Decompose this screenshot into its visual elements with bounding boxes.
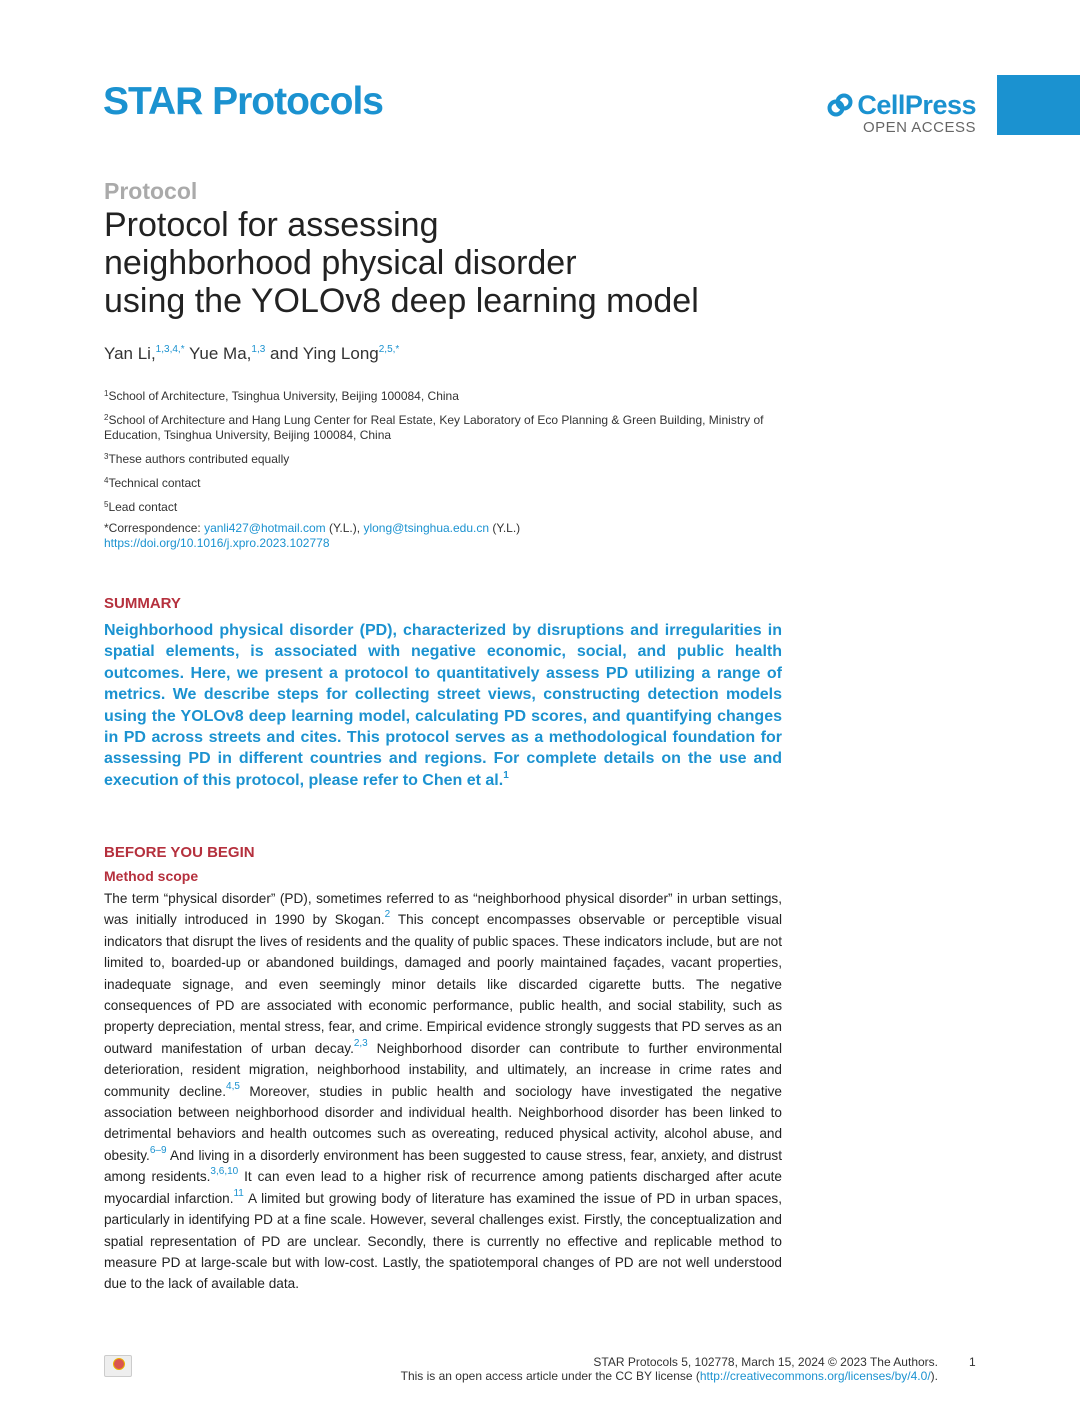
affiliation: $^4$Technical contact: [104, 476, 201, 490]
author-list: [104, 344, 399, 364]
cellpress-logo: [827, 90, 976, 136]
citation-ref[interactable]: 6–9: [149, 1144, 167, 1156]
journal-title: STAR Protocols: [103, 80, 383, 123]
email-link[interactable]: yanli427@hotmail.com: [204, 521, 326, 535]
citation-ref[interactable]: 11: [233, 1187, 244, 1199]
email-link[interactable]: ylong@tsinghua.edu.cn: [363, 521, 490, 535]
citation-ref[interactable]: 2,3: [353, 1037, 368, 1049]
citation-ref[interactable]: 3,6,10: [210, 1166, 239, 1178]
title-line: using the YOLOv8 deep learning model: [104, 282, 699, 320]
citation-ref[interactable]: 1: [503, 769, 509, 781]
article-type-label: Protocol: [104, 178, 198, 204]
title-line: neighborhood physical disorder: [104, 244, 577, 282]
author-name[interactable]: Yue Ma,: [189, 344, 252, 363]
citation-line: STAR Protocols 5, 102778, March 15, 2024 © 2023 The Authors.: [593, 1355, 938, 1369]
corner-color-bar: [997, 75, 1080, 135]
author-affil-ref[interactable]: 1,3,4,*: [155, 344, 185, 355]
affiliation: $^1$School of Architecture, Tsinghua University, Beijing 100084, China: [104, 389, 459, 403]
page-footer: [401, 1355, 938, 1383]
doi-link[interactable]: https://doi.org/10.1016/j.xpro.2023.102778: [104, 536, 330, 550]
affiliations: [104, 386, 794, 551]
summary-text: Neighborhood physical disorder (PD), characterized by disruptions and irregularities in spatial elements, is associated with negative economic, social, and public health outcomes. Here, we present a protocol to quantitatively assess PD utilizing a range of metrics. We describe steps for collecting street views, constructing detection models using the YOLOv8 deep learning model, calculating PD scores, and quantifying changes in PD across streets and cites. This protocol serves as a methodological foundation for assessing PD in different countries and regions. For complete details on the use and execution of this protocol, please refer to Chen et al.$^1$: [104, 622, 782, 789]
cellpress-mark-icon: [827, 93, 853, 119]
author-name[interactable]: Yan Li,: [104, 344, 156, 363]
page-number: 1: [969, 1355, 976, 1369]
license-line: This is an open access article under the CC BY license (http://creativecommons.org/licenses/by/4.0/).: [400, 1369, 938, 1383]
before-you-begin-heading: BEFORE YOU BEGIN: [104, 844, 255, 861]
article-title: [104, 206, 804, 320]
check-for-updates-icon[interactable]: [104, 1355, 132, 1377]
method-scope-heading: Method scope: [104, 868, 199, 884]
author-affil-ref[interactable]: 1,3: [251, 344, 266, 355]
correspondence: *Correspondence: yanli427@hotmail.com (Y.L.), ylong@tsinghua.edu.cn (Y.L.) https://doi.org/10.1016/j.xpro.2023.102778: [104, 521, 521, 550]
affiliation: $^5$Lead contact: [104, 500, 178, 514]
citation-ref[interactable]: 4,5: [226, 1080, 240, 1092]
title-line: Protocol for assessing: [104, 206, 439, 244]
publisher-name: CellPress: [857, 90, 976, 120]
license-link[interactable]: http://creativecommons.org/licenses/by/4.0/: [699, 1369, 931, 1383]
author-name[interactable]: and Ying Long: [270, 344, 379, 363]
affiliation: $^2$School of Architecture and Hang Lung Center for Real Estate, Key Laboratory of Eco Planning & Green Building, Ministry of Education, Tsinghua University, Beijing 100084, China: [104, 413, 764, 442]
open-access-label: OPEN ACCESS: [862, 119, 976, 136]
affiliation: $^3$These authors contributed equally: [104, 452, 290, 466]
citation-ref[interactable]: 2: [384, 909, 391, 921]
author-affil-ref[interactable]: 2,5,*: [378, 344, 400, 355]
summary-heading: SUMMARY: [104, 595, 181, 612]
body-paragraph: The term “physical disorder” (PD), sometimes referred to as “neighborhood physical disorder” in urban settings, was initially introduced in 1990 by Skogan.$^2$ This concept encompasses observable or perceptible visual indicators that disrupt the lives of residents and the quality of public spaces. These indicators include, but are not limited to, boarded-up or abandoned buildings, damaged and poorly maintained façades, vacant properties, inadequate signage, and even seemingly minor details like discarded cigarette butts. The negative consequences of PD are associated with economic performance, public health, and social stability, such as property depreciation, mental stress, fear, and crime. Empirical evidence strongly suggests that PD serves as an outward manifestation of urban decay.$^{2,3}$ Neighborhood disorder can contribute to further environmental deterioration, resident migration, neighborhood instability, and ultimately, an increase in crime rates and community decline.$^{4,5}$ Moreover, studies in public health and sociology have investigated the negative association between neighborhood disorder and individual health. Neighborhood disorder has been linked to detrimental behaviors and health outcomes such as overeating, reduced physical activity, alcohol abuse, and obesity.$^{6-9}$ And living in a disorderly environment has been suggested to cause stress, fear, anxiety, and distrust among residents.$^{3,6,10}$ It can even lead to a higher risk of recurrence among patients discharged after acute myocardial infarction.$^{11}$ A limited but growing body of literature has examined the issue of PD in urban spaces, particularly in identifying PD at a fine scale. However, several challenges exist. Firstly, the conceptualization and spatial representation of PD are unclear. Secondly, there is currently no effective and replicable method to measure PD at large-scale but with low-cost. Lastly, the spatiotemporal changes of PD are not well understood due to the lack of available data.: [104, 891, 783, 1292]
